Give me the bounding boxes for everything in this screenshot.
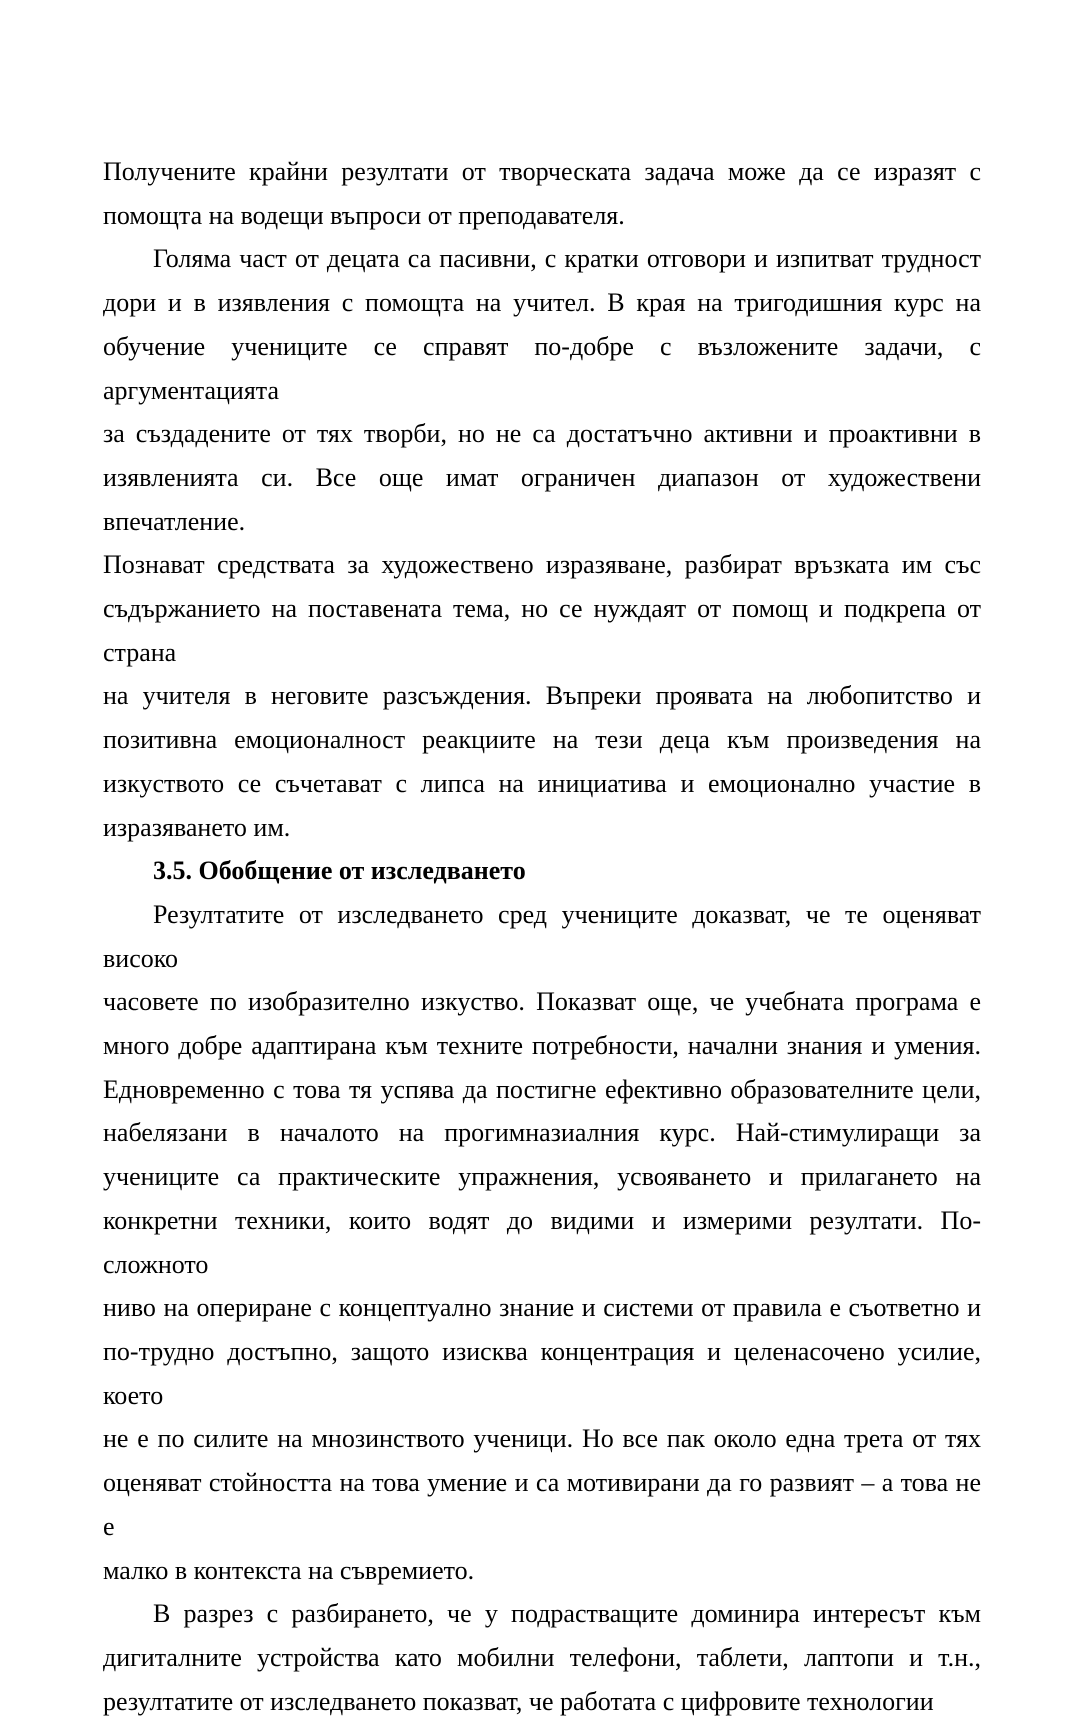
paragraph bbox=[103, 893, 981, 1592]
text-line: дигиталните устройства като мобилни телефони, таблети, лаптопи и т.н., bbox=[103, 1642, 981, 1672]
text-line: Едновременно с това тя успява да постигне ефективно образователните цели, bbox=[103, 1074, 981, 1104]
text-line: на учителя в неговите разсъждения. Въпреки проявата на любопитство и bbox=[103, 681, 981, 711]
text-line: Голяма част от децата са пасивни, с кратки отговори и изпитват трудност bbox=[153, 244, 981, 274]
text-line: оценяват стойността на това умение и са мотивирани да го развият – а това не е bbox=[103, 1468, 981, 1541]
text-line: позитивна емоционалност реакциите на тези деца към произведения на bbox=[103, 725, 981, 755]
paragraph bbox=[103, 1592, 981, 1723]
text-line: много добре адаптирана към техните потребности, начални знания и умения. bbox=[103, 1031, 981, 1061]
text-line: съдържанието на поставената тема, но се нуждаят от помощ и подкрепа от страна bbox=[103, 594, 981, 667]
text-line: В разрез с разбирането, че у подрастващите доминира интересът към bbox=[153, 1599, 981, 1629]
text-line: изявленията си. Все още имат ограничен диапазон от художествени впечатление. bbox=[103, 462, 981, 536]
text-line: часовете по изобразително изкуство. Показват още, че учебната програма е bbox=[103, 987, 981, 1017]
text-line: ниво на опериране с концептуално знание и системи от правила е съответно и bbox=[103, 1293, 981, 1323]
paragraph bbox=[103, 237, 981, 849]
paragraph bbox=[103, 150, 981, 237]
text-line: малко в контекста на съвремието. bbox=[103, 1555, 475, 1585]
text-line: за създадените от тях творби, но не са достатъчно активни и проактивни в bbox=[103, 419, 981, 449]
text-line: конкретни техники, които водят до видими и измерими резултати. По-сложното bbox=[103, 1205, 981, 1279]
text-line: Познават средствата за художествено изразяване, разбират връзката им със bbox=[103, 550, 981, 580]
text-line: набелязани в началото на прогимназиалния курс. Най-стимулиращи за bbox=[103, 1118, 981, 1148]
heading-line: 3.5. Обобщение от изследването bbox=[153, 856, 526, 886]
text-line: по-трудно достъпно, защото изисква концентрация и целенасочено усилие, което bbox=[103, 1336, 981, 1410]
text-line: дори и в изявления с помощта на учител. В края на тригодишния курс на bbox=[103, 288, 981, 318]
document-body bbox=[103, 150, 981, 1723]
text-line: помощта на водещи въпроси от преподавателя. bbox=[103, 200, 625, 230]
text-line: Получените крайни резултати от творческата задача може да се изразят с bbox=[103, 157, 981, 186]
text-line: обучение учениците се справят по-добре с възложените задачи, с аргументацията bbox=[103, 331, 981, 405]
text-line: изразяването им. bbox=[103, 812, 291, 842]
text-line: Резултатите от изследването сред учениците доказват, че те оценяват високо bbox=[103, 899, 981, 973]
text-line: не е по силите на мнозинството ученици. Но все пак около една трета от тях bbox=[103, 1424, 981, 1454]
text-line: резултатите от изследването показват, че работата с цифровите технологии bbox=[103, 1686, 934, 1716]
text-line: учениците са практическите упражнения, усвояването и прилагането на bbox=[103, 1162, 981, 1192]
section-heading bbox=[103, 849, 981, 893]
text-line: изкуството се съчетават с липса на инициатива и емоционално участие в bbox=[103, 768, 981, 798]
